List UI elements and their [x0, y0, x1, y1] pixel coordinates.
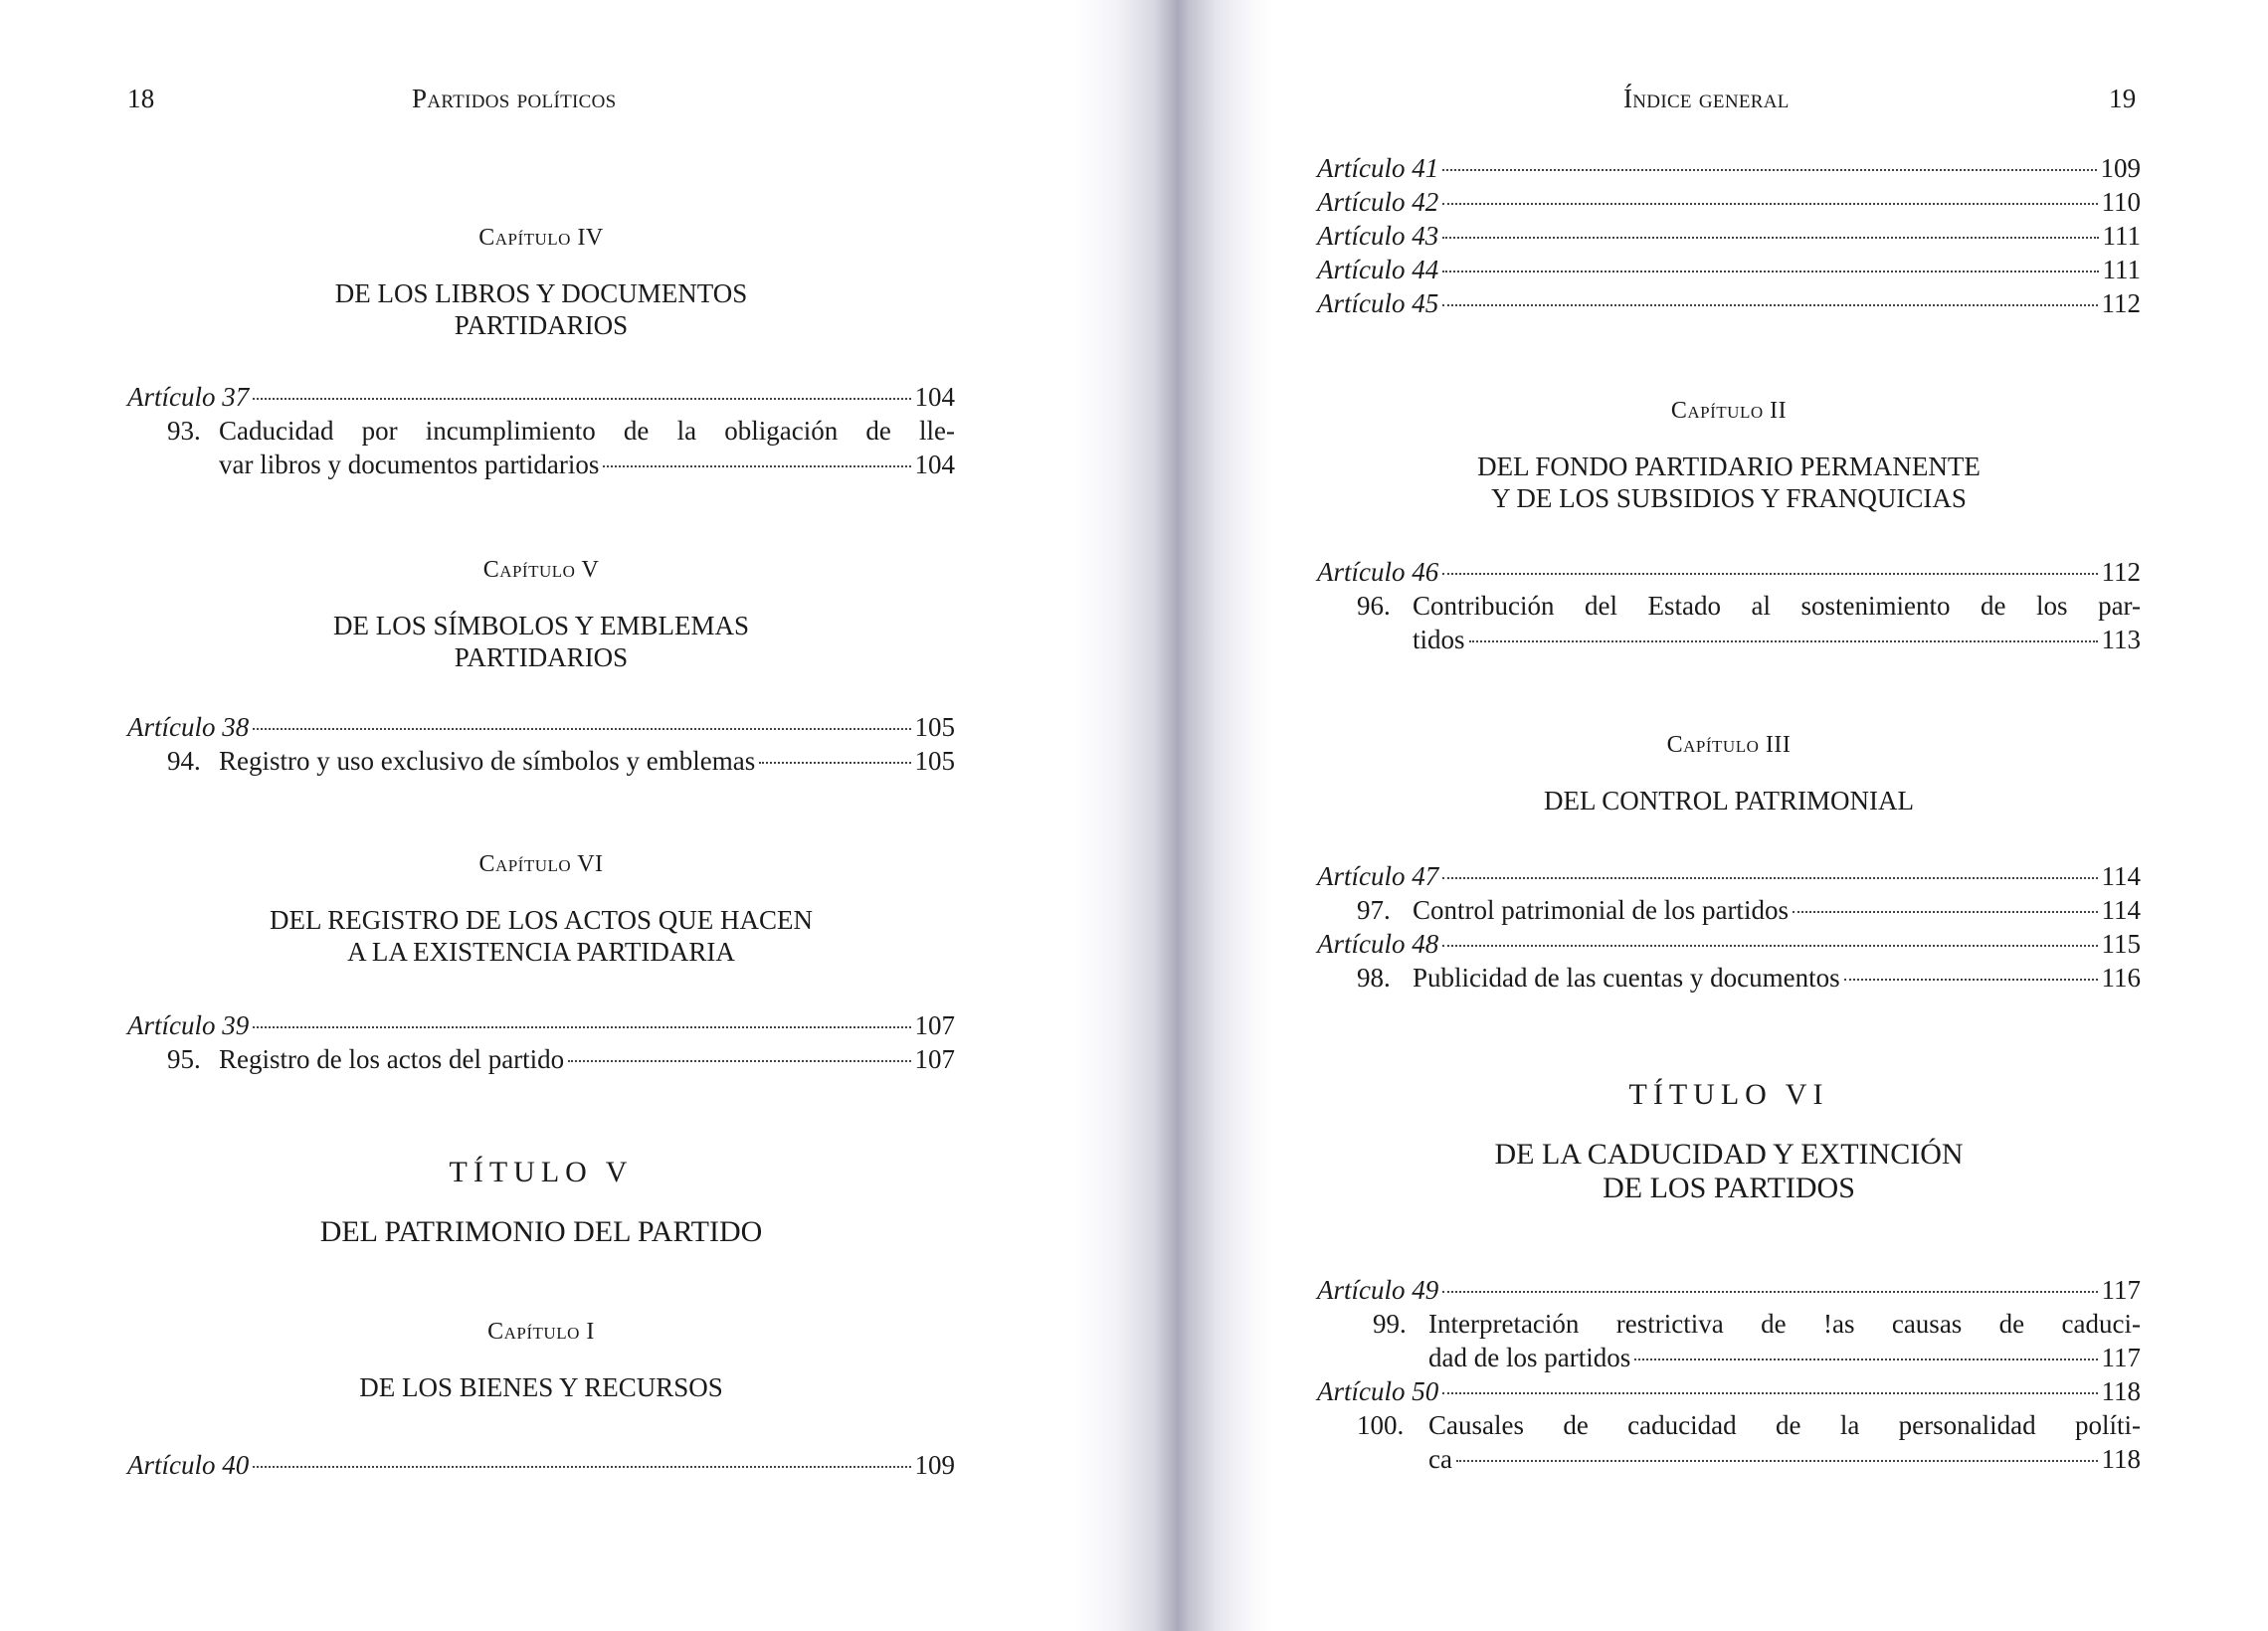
right-running-head: Índice general [1623, 84, 1790, 113]
chapter-ii [1317, 398, 2141, 514]
book-gutter [1074, 0, 1273, 1631]
toc-entry-articulo-50[interactable]: Artículo 50 118 [1317, 1376, 2141, 1406]
left-page [0, 0, 1104, 1631]
toc-entry-item-93[interactable]: 93. Caducidad por incumplimiento de la obligación de lle- var libros y documentos partidarios 104 [167, 416, 955, 479]
toc-entry-articulo-41[interactable]: Artículo 41 109 [1317, 153, 2141, 183]
toc-entry-articulo-42[interactable]: Artículo 42 110 [1317, 187, 2141, 217]
chapter-label: Capítulo IV [478, 225, 604, 251]
toc-entry-articulo-49[interactable]: Artículo 49 117 [1317, 1275, 2141, 1305]
chapter-heading: DE LOS BIENES Y RECURSOS [359, 1372, 723, 1402]
left-running-head: Partidos políticos [412, 84, 617, 113]
toc-entry-item-96[interactable]: 96. Contribución del Estado al sostenimiento de los par- tidos 113 [1357, 591, 2141, 654]
chapter-heading-line-2: Y DE LOS SUBSIDIOS Y FRANQUICIAS [1491, 483, 1967, 513]
toc-entry-articulo-38[interactable]: Artículo 38 105 [127, 712, 955, 742]
toc-entry-item-97[interactable]: 97. Control patrimonial de los partidos 114 [1357, 895, 2141, 925]
right-page [1253, 0, 2268, 1631]
toc-entry-articulo-48[interactable]: Artículo 48 115 [1317, 929, 2141, 959]
chapter-label: Capítulo VI [478, 851, 604, 877]
chapter-iv [127, 225, 955, 341]
toc-entry-articulo-44[interactable]: Artículo 44 111 [1317, 255, 2141, 284]
toc-entry-articulo-46[interactable]: Artículo 46 112 [1317, 557, 2141, 587]
toc-entry-articulo-39[interactable]: Artículo 39 107 [127, 1010, 955, 1040]
toc-entry-item-98[interactable]: 98. Publicidad de las cuentas y documentos 116 [1357, 963, 2141, 993]
chapter-heading-line-2: A LA EXISTENCIA PARTIDARIA [347, 937, 735, 967]
toc-block-art39 [127, 1008, 955, 1076]
toc-block-art40 [127, 1448, 955, 1482]
chapter-heading-line-2: PARTIDARIOS [454, 642, 629, 672]
titulo-vi [1317, 1078, 2141, 1205]
toc-entry-item-94[interactable]: 94. Registro y uso exclusivo de símbolos y emblemas 105 [167, 746, 955, 776]
toc-entry-articulo-40[interactable]: Artículo 40 109 [127, 1450, 955, 1480]
toc-block-art46 [1317, 555, 2141, 656]
toc-block-art38 [127, 710, 955, 778]
chapter-heading-line-1: DEL REGISTRO DE LOS ACTOS QUE HACEN [269, 905, 813, 935]
left-page-number: 18 [127, 84, 155, 113]
toc-entry-articulo-47[interactable]: Artículo 47 114 [1317, 861, 2141, 891]
toc-block-art37 [127, 380, 955, 481]
toc-entry-item-100[interactable]: 100. Causales de caducidad de la personalidad políti- ca 118 [1357, 1410, 2141, 1474]
titulo-heading-line-2: DE LOS PARTIDOS [1603, 1172, 1855, 1204]
chapter-heading-line-1: DE LOS LIBROS Y DOCUMENTOS [334, 278, 748, 308]
toc-entry-articulo-45[interactable]: Artículo 45 112 [1317, 288, 2141, 318]
chapter-i [127, 1319, 955, 1403]
toc-block-art49-50 [1317, 1273, 2141, 1476]
titulo-heading-line-1: DE LA CADUCIDAD Y EXTINCIÓN [1494, 1138, 1964, 1171]
chapter-v [127, 557, 955, 673]
titulo-label: TÍTULO VI [1628, 1078, 1829, 1111]
chapter-label: Capítulo V [482, 557, 600, 583]
chapter-vi [127, 851, 955, 968]
toc-entry-item-99[interactable]: 99. Interpretación restrictiva de !as causas de caduci- dad de los partidos 117 [1373, 1309, 2141, 1372]
chapter-label: Capítulo II [1670, 398, 1788, 424]
chapter-heading-line-2: PARTIDARIOS [454, 310, 629, 340]
chapter-heading-line-1: DEL FONDO PARTIDARIO PERMANENTE [1477, 452, 1981, 481]
toc-entry-articulo-37[interactable]: Artículo 37 104 [127, 382, 955, 412]
chapter-heading: DEL CONTROL PATRIMONIAL [1543, 786, 1914, 816]
chapter-label: Capítulo III [1666, 732, 1792, 758]
toc-entry-articulo-43[interactable]: Artículo 43 111 [1317, 221, 2141, 251]
chapter-iii [1317, 732, 2141, 816]
toc-block-art41-45 [1317, 151, 2141, 320]
titulo-label: TÍTULO V [449, 1156, 634, 1188]
right-page-number: 19 [2109, 84, 2137, 113]
chapter-heading-line-1: DE LOS SÍMBOLOS Y EMBLEMAS [332, 611, 750, 640]
titulo-heading: DEL PATRIMONIO DEL PARTIDO [319, 1215, 763, 1248]
titulo-v [127, 1156, 955, 1249]
toc-entry-item-95[interactable]: 95. Registro de los actos del partido 107 [167, 1044, 955, 1074]
toc-block-art47-48 [1317, 859, 2141, 995]
chapter-label: Capítulo I [487, 1319, 595, 1345]
